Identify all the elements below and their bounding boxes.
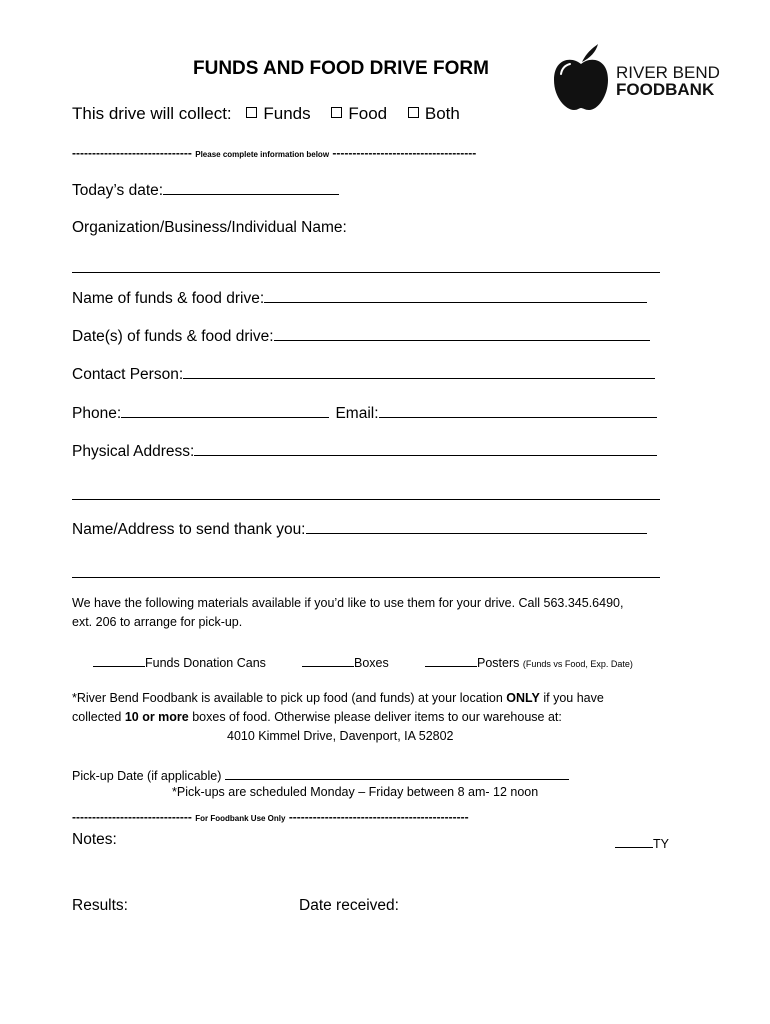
divider-text: Please complete information below [195,150,330,159]
materials-text-1: We have the following materials available if you’d like to use them for your drive. Call 563.345.6490, [72,596,624,610]
pickup-only: ONLY [506,691,540,705]
pickup-text: if you have [539,691,604,705]
boxes-item [302,653,389,670]
cans-label: Funds Donation Cans [145,656,266,670]
posters-note: (Funds vs Food, Exp. Date) [522,659,633,669]
cans-qty-input[interactable] [93,653,145,667]
email-input[interactable] [379,404,657,418]
office-divider [72,810,469,824]
form-title: FUNDS AND FOOD DRIVE FORM [193,58,489,79]
today-date-input[interactable] [163,181,339,195]
posters-qty-input[interactable] [425,653,477,667]
notes-label: Notes: [72,831,117,848]
thankyou-label: Name/Address to send thank you: [72,521,306,538]
boxes-label: Boxes [354,656,389,670]
divider-dashes: ------------------------------------ [332,146,477,160]
pickup-date-input[interactable] [225,766,569,780]
both-checkbox[interactable] [408,107,419,118]
ty-input[interactable] [615,834,653,848]
drive-dates-field [72,327,650,346]
funds-option: Funds [263,104,311,123]
section-divider [72,146,476,160]
divider-text: For Foodbank Use Only [195,814,286,823]
pickup-text: collected [72,710,125,724]
pickup-date-label: Pick-up Date (if applicable) [72,769,222,783]
ty-label: TY [653,837,669,851]
results-label: Results: [72,897,128,914]
address-field [72,442,657,461]
drive-dates-label: Date(s) of funds & food drive: [72,328,274,345]
pickup-text-1 [72,691,604,705]
pickup-date-field [72,766,569,783]
thankyou-input-line2[interactable] [72,577,660,578]
org-input[interactable] [72,272,660,273]
contact-field [72,365,655,384]
address-input[interactable] [194,442,657,456]
thankyou-input[interactable] [306,520,647,534]
today-date-label: Today’s date: [72,182,164,199]
divider-dashes: ------------------------------ [72,146,192,160]
pickup-text: *River Bend Foodbank is available to pick up food (and funds) at your location [72,691,507,705]
pickup-schedule: *Pick-ups are scheduled Monday – Friday between 8 am- 12 noon [172,785,539,799]
materials-text-2: ext. 206 to arrange for pick-up. [72,615,243,629]
divider-dashes: ------------------------------ [72,810,192,824]
phone-email-field [72,404,657,423]
funds-checkbox[interactable] [246,107,257,118]
drive-name-field [72,289,647,308]
pickup-ten-boxes: 10 or more [124,710,189,724]
both-option: Both [424,104,460,123]
apple-icon [552,44,610,112]
food-checkbox[interactable] [331,107,342,118]
contact-label: Contact Person: [72,366,184,383]
cans-item [93,653,266,670]
logo-line2: FOODBANK [616,80,715,99]
posters-item [425,653,633,670]
contact-input[interactable] [183,365,655,379]
logo-line1: RIVER BEND [616,63,720,82]
org-label: Organization/Business/Individual Name: [72,219,347,236]
warehouse-address: 4010 Kimmel Drive, Davenport, IA 52802 [227,729,454,743]
collect-label: This drive will collect: [72,104,232,123]
date-received-label: Date received: [299,897,399,914]
food-option: Food [348,104,388,123]
collect-line [72,104,466,124]
today-date-field [72,181,339,200]
email-label: Email: [335,405,379,422]
ty-field [615,834,669,851]
address-label: Physical Address: [72,443,195,460]
drive-name-input[interactable] [264,289,647,303]
divider-dashes: --------------------------------------------- [288,810,469,824]
foodbank-logo [552,44,732,112]
pickup-text: boxes of food. Otherwise please deliver items to our warehouse at: [188,710,562,724]
phone-input[interactable] [121,404,329,418]
boxes-qty-input[interactable] [302,653,354,667]
thankyou-field [72,520,647,539]
phone-label: Phone: [72,405,122,422]
posters-label: Posters [477,656,520,670]
drive-name-label: Name of funds & food drive: [72,290,265,307]
drive-dates-input[interactable] [274,327,650,341]
pickup-text-2 [72,710,562,724]
address-input-line2[interactable] [72,499,660,500]
